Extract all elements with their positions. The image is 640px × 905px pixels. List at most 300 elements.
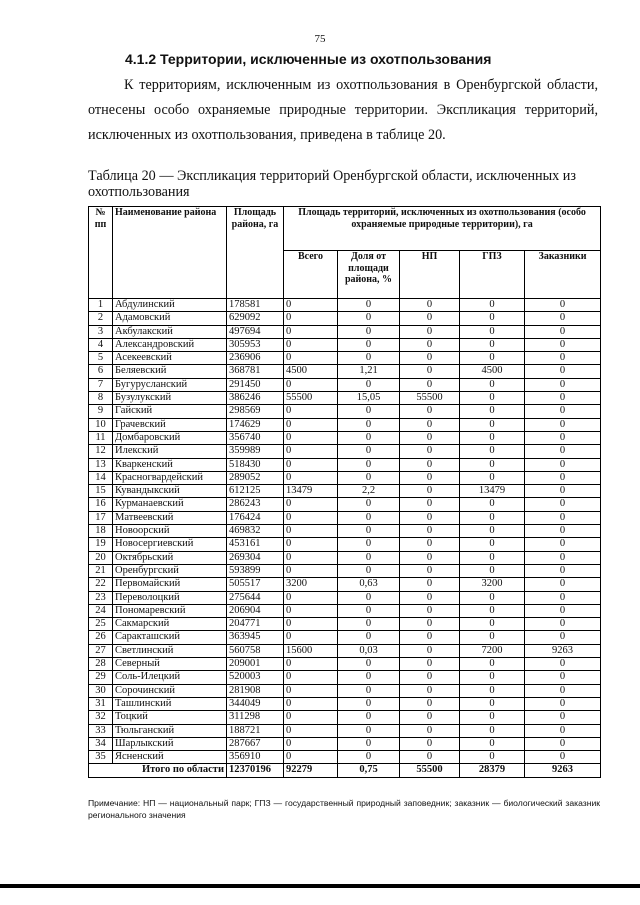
excluded-total: 15600 xyxy=(284,644,338,657)
zakazniki-area: 0 xyxy=(525,338,601,351)
excluded-total: 0 xyxy=(284,525,338,538)
zakazniki-area: 0 xyxy=(525,365,601,378)
zakazniki-area: 0 xyxy=(525,551,601,564)
table-row xyxy=(89,352,601,365)
table-row xyxy=(89,658,601,671)
zakazniki-area: 0 xyxy=(525,538,601,551)
np-area: 0 xyxy=(400,418,460,431)
excluded-total: 0 xyxy=(284,711,338,724)
zakazniki-area: 0 xyxy=(525,378,601,391)
excluded-total: 0 xyxy=(284,737,338,750)
gpz-area: 0 xyxy=(460,378,525,391)
gpz-area: 0 xyxy=(460,405,525,418)
table-row xyxy=(89,392,601,405)
district-name: Кваркенский xyxy=(113,458,227,471)
gpz-area: 0 xyxy=(460,538,525,551)
table-row xyxy=(89,591,601,604)
district-area: 287667 xyxy=(227,737,284,750)
table-row xyxy=(89,431,601,444)
excluded-share: 0 xyxy=(338,511,400,524)
col-header-total: Всего xyxy=(284,251,338,299)
excluded-share: 0 xyxy=(338,538,400,551)
excluded-total: 0 xyxy=(284,591,338,604)
district-name: Тюльганский xyxy=(113,724,227,737)
np-area: 0 xyxy=(400,365,460,378)
excluded-total: 0 xyxy=(284,458,338,471)
excluded-share: 0 xyxy=(338,631,400,644)
district-area: 344049 xyxy=(227,697,284,710)
col-header-area: Площадь района, га xyxy=(227,207,284,299)
excluded-total: 0 xyxy=(284,312,338,325)
excluded-total: 0 xyxy=(284,405,338,418)
excluded-total: 0 xyxy=(284,684,338,697)
excluded-share: 0 xyxy=(338,564,400,577)
district-name: Сорочинский xyxy=(113,684,227,697)
row-num: 4 xyxy=(89,338,113,351)
table-row xyxy=(89,378,601,391)
district-area: 275644 xyxy=(227,591,284,604)
district-name: Северный xyxy=(113,658,227,671)
np-area: 0 xyxy=(400,631,460,644)
col-header-zakazniki: Заказники xyxy=(525,251,601,299)
row-num: 19 xyxy=(89,538,113,551)
excluded-total: 0 xyxy=(284,418,338,431)
zakazniki-area: 0 xyxy=(525,591,601,604)
np-area: 0 xyxy=(400,724,460,737)
excluded-share: 0 xyxy=(338,325,400,338)
totals-zakazniki: 9263 xyxy=(525,764,601,777)
table-row xyxy=(89,551,601,564)
district-area: 356740 xyxy=(227,431,284,444)
district-name: Бугурусланский xyxy=(113,378,227,391)
row-num: 29 xyxy=(89,671,113,684)
gpz-area: 7200 xyxy=(460,644,525,657)
excluded-share: 0 xyxy=(338,405,400,418)
row-num: 31 xyxy=(89,697,113,710)
gpz-area: 0 xyxy=(460,445,525,458)
district-area: 469832 xyxy=(227,525,284,538)
gpz-area: 0 xyxy=(460,299,525,312)
np-area: 0 xyxy=(400,578,460,591)
excluded-total: 0 xyxy=(284,631,338,644)
row-num: 32 xyxy=(89,711,113,724)
zakazniki-area: 0 xyxy=(525,724,601,737)
table-row xyxy=(89,485,601,498)
excluded-total: 0 xyxy=(284,325,338,338)
district-name: Светлинский xyxy=(113,644,227,657)
gpz-area: 0 xyxy=(460,431,525,444)
totals-share: 0,75 xyxy=(338,764,400,777)
gpz-area: 0 xyxy=(460,671,525,684)
row-num: 14 xyxy=(89,471,113,484)
np-area: 55500 xyxy=(400,392,460,405)
district-area: 305953 xyxy=(227,338,284,351)
table-row xyxy=(89,751,601,764)
district-area: 560758 xyxy=(227,644,284,657)
row-num: 3 xyxy=(89,325,113,338)
zakazniki-area: 0 xyxy=(525,312,601,325)
table-caption: Таблица 20 — Экспликация территорий Оренбургской области, исключенных из охотпользования xyxy=(88,168,577,200)
zakazniki-area: 0 xyxy=(525,564,601,577)
table-row xyxy=(89,445,601,458)
table-body xyxy=(89,299,601,778)
district-area: 204771 xyxy=(227,618,284,631)
district-area: 206904 xyxy=(227,604,284,617)
row-num: 16 xyxy=(89,498,113,511)
excluded-total: 0 xyxy=(284,471,338,484)
np-area: 0 xyxy=(400,445,460,458)
table-row xyxy=(89,618,601,631)
gpz-area: 13479 xyxy=(460,485,525,498)
col-header-gpz: ГПЗ xyxy=(460,251,525,299)
zakazniki-area: 0 xyxy=(525,431,601,444)
row-num: 9 xyxy=(89,405,113,418)
excluded-total: 4500 xyxy=(284,365,338,378)
table-row xyxy=(89,299,601,312)
row-num: 15 xyxy=(89,485,113,498)
table-row xyxy=(89,684,601,697)
excluded-total: 0 xyxy=(284,697,338,710)
zakazniki-area: 0 xyxy=(525,498,601,511)
zakazniki-area: 0 xyxy=(525,471,601,484)
district-area: 209001 xyxy=(227,658,284,671)
table-row xyxy=(89,405,601,418)
row-num: 30 xyxy=(89,684,113,697)
table-row xyxy=(89,724,601,737)
district-area: 311298 xyxy=(227,711,284,724)
np-area: 0 xyxy=(400,471,460,484)
district-name: Асекеевский xyxy=(113,352,227,365)
district-area: 281908 xyxy=(227,684,284,697)
np-area: 0 xyxy=(400,551,460,564)
row-num: 26 xyxy=(89,631,113,644)
district-name: Тоцкий xyxy=(113,711,227,724)
excluded-share: 0 xyxy=(338,737,400,750)
district-name: Беляевский xyxy=(113,365,227,378)
gpz-area: 0 xyxy=(460,458,525,471)
district-area: 178581 xyxy=(227,299,284,312)
np-area: 0 xyxy=(400,338,460,351)
zakazniki-area: 0 xyxy=(525,525,601,538)
table-row xyxy=(89,458,601,471)
excluded-total: 0 xyxy=(284,299,338,312)
np-area: 0 xyxy=(400,618,460,631)
excluded-total: 3200 xyxy=(284,578,338,591)
zakazniki-area: 0 xyxy=(525,697,601,710)
excluded-share: 0 xyxy=(338,697,400,710)
excluded-total: 0 xyxy=(284,431,338,444)
zakazniki-area: 0 xyxy=(525,325,601,338)
excluded-share: 0 xyxy=(338,338,400,351)
district-area: 363945 xyxy=(227,631,284,644)
np-area: 0 xyxy=(400,498,460,511)
table-row xyxy=(89,338,601,351)
zakazniki-area: 0 xyxy=(525,711,601,724)
zakazniki-area: 0 xyxy=(525,299,601,312)
excluded-total: 0 xyxy=(284,604,338,617)
table-row xyxy=(89,312,601,325)
np-area: 0 xyxy=(400,604,460,617)
table-row xyxy=(89,671,601,684)
excluded-share: 0 xyxy=(338,551,400,564)
col-header-name: Наименование района xyxy=(113,207,227,299)
district-name: Новосергиевский xyxy=(113,538,227,551)
excluded-total: 0 xyxy=(284,511,338,524)
np-area: 0 xyxy=(400,525,460,538)
excluded-share: 0 xyxy=(338,618,400,631)
table-row xyxy=(89,697,601,710)
excluded-share: 0,63 xyxy=(338,578,400,591)
table-row xyxy=(89,325,601,338)
np-area: 0 xyxy=(400,684,460,697)
district-area: 518430 xyxy=(227,458,284,471)
bottom-rule xyxy=(0,884,640,888)
excluded-share: 0 xyxy=(338,471,400,484)
row-num: 22 xyxy=(89,578,113,591)
gpz-area: 0 xyxy=(460,631,525,644)
totals-area: 12370196 xyxy=(227,764,284,777)
district-name: Акбулакский xyxy=(113,325,227,338)
district-area: 298569 xyxy=(227,405,284,418)
gpz-area: 0 xyxy=(460,352,525,365)
np-area: 0 xyxy=(400,751,460,764)
row-num: 1 xyxy=(89,299,113,312)
gpz-area: 0 xyxy=(460,751,525,764)
excluded-total: 0 xyxy=(284,551,338,564)
district-area: 453161 xyxy=(227,538,284,551)
table-row xyxy=(89,365,601,378)
gpz-area: 0 xyxy=(460,724,525,737)
np-area: 0 xyxy=(400,658,460,671)
district-name: Пономаревский xyxy=(113,604,227,617)
row-num: 8 xyxy=(89,392,113,405)
district-name: Ташлинский xyxy=(113,697,227,710)
district-name: Красногвардейский xyxy=(113,471,227,484)
excluded-total: 0 xyxy=(284,352,338,365)
gpz-area: 0 xyxy=(460,618,525,631)
row-num: 13 xyxy=(89,458,113,471)
district-area: 289052 xyxy=(227,471,284,484)
totals-np: 55500 xyxy=(400,764,460,777)
district-area: 188721 xyxy=(227,724,284,737)
district-name: Грачевский xyxy=(113,418,227,431)
district-area: 386246 xyxy=(227,392,284,405)
excluded-total: 0 xyxy=(284,338,338,351)
district-area: 291450 xyxy=(227,378,284,391)
totals-gpz: 28379 xyxy=(460,764,525,777)
np-area: 0 xyxy=(400,511,460,524)
table-row xyxy=(89,578,601,591)
excluded-share: 15,05 xyxy=(338,392,400,405)
district-name: Бузулукский xyxy=(113,392,227,405)
row-num: 17 xyxy=(89,511,113,524)
district-name: Илекский xyxy=(113,445,227,458)
excluded-total: 0 xyxy=(284,445,338,458)
np-area: 0 xyxy=(400,378,460,391)
np-area: 0 xyxy=(400,564,460,577)
gpz-area: 0 xyxy=(460,564,525,577)
row-num: 12 xyxy=(89,445,113,458)
gpz-area: 0 xyxy=(460,498,525,511)
district-name: Первомайский xyxy=(113,578,227,591)
table-row xyxy=(89,418,601,431)
gpz-area: 3200 xyxy=(460,578,525,591)
excluded-total: 55500 xyxy=(284,392,338,405)
gpz-area: 0 xyxy=(460,551,525,564)
excluded-total: 0 xyxy=(284,618,338,631)
gpz-area: 0 xyxy=(460,525,525,538)
gpz-area: 0 xyxy=(460,591,525,604)
district-area: 520003 xyxy=(227,671,284,684)
district-area: 629092 xyxy=(227,312,284,325)
excluded-total: 0 xyxy=(284,564,338,577)
excluded-share: 2,2 xyxy=(338,485,400,498)
np-area: 0 xyxy=(400,458,460,471)
row-num: 11 xyxy=(89,431,113,444)
excluded-share: 0 xyxy=(338,724,400,737)
table-row xyxy=(89,525,601,538)
zakazniki-area: 0 xyxy=(525,737,601,750)
district-area: 174629 xyxy=(227,418,284,431)
excluded-share: 0 xyxy=(338,312,400,325)
zakazniki-area: 0 xyxy=(525,671,601,684)
district-name: Оренбургский xyxy=(113,564,227,577)
row-num: 28 xyxy=(89,658,113,671)
excluded-share: 0 xyxy=(338,445,400,458)
district-area: 497694 xyxy=(227,325,284,338)
zakazniki-area: 0 xyxy=(525,418,601,431)
zakazniki-area: 0 xyxy=(525,578,601,591)
np-area: 0 xyxy=(400,697,460,710)
np-area: 0 xyxy=(400,711,460,724)
district-name: Октябрьский xyxy=(113,551,227,564)
zakazniki-area: 0 xyxy=(525,751,601,764)
zakazniki-area: 0 xyxy=(525,485,601,498)
np-area: 0 xyxy=(400,737,460,750)
row-num: 34 xyxy=(89,737,113,750)
district-name: Адамовский xyxy=(113,312,227,325)
excluded-total: 0 xyxy=(284,724,338,737)
excluded-share: 1,21 xyxy=(338,365,400,378)
district-area: 269304 xyxy=(227,551,284,564)
district-name: Курманаевский xyxy=(113,498,227,511)
zakazniki-area: 0 xyxy=(525,631,601,644)
gpz-area: 0 xyxy=(460,471,525,484)
row-num: 35 xyxy=(89,751,113,764)
excluded-share: 0 xyxy=(338,751,400,764)
district-area: 368781 xyxy=(227,365,284,378)
excluded-share: 0 xyxy=(338,418,400,431)
totals-excluded: 92279 xyxy=(284,764,338,777)
row-num: 21 xyxy=(89,564,113,577)
excluded-share: 0 xyxy=(338,299,400,312)
expl-table xyxy=(88,206,601,778)
excluded-total: 0 xyxy=(284,538,338,551)
table-note: Примечание: НП — национальный парк; ГПЗ — государственный природный заповедник; заказник — биологический заказник регионального значения xyxy=(88,798,600,820)
np-area: 0 xyxy=(400,405,460,418)
gpz-area: 0 xyxy=(460,658,525,671)
np-area: 0 xyxy=(400,312,460,325)
excluded-share: 0 xyxy=(338,604,400,617)
gpz-area: 0 xyxy=(460,312,525,325)
row-num: 33 xyxy=(89,724,113,737)
row-num: 2 xyxy=(89,312,113,325)
table-row xyxy=(89,498,601,511)
table-row xyxy=(89,604,601,617)
row-num: 25 xyxy=(89,618,113,631)
np-area: 0 xyxy=(400,591,460,604)
zakazniki-area: 0 xyxy=(525,445,601,458)
district-name: Соль-Илецкий xyxy=(113,671,227,684)
col-header-share: Доля от площади района, % xyxy=(338,251,400,299)
np-area: 0 xyxy=(400,644,460,657)
page-number: 75 xyxy=(314,33,326,45)
zakazniki-area: 0 xyxy=(525,352,601,365)
row-num: 20 xyxy=(89,551,113,564)
table-row xyxy=(89,538,601,551)
district-name: Ясненский xyxy=(113,751,227,764)
zakazniki-area: 0 xyxy=(525,618,601,631)
gpz-area: 0 xyxy=(460,511,525,524)
row-num: 27 xyxy=(89,644,113,657)
excluded-total: 0 xyxy=(284,378,338,391)
excluded-total: 13479 xyxy=(284,485,338,498)
zakazniki-area: 9263 xyxy=(525,644,601,657)
gpz-area: 0 xyxy=(460,737,525,750)
table-row xyxy=(89,471,601,484)
gpz-area: 0 xyxy=(460,392,525,405)
district-name: Переволоцкий xyxy=(113,591,227,604)
zakazniki-area: 0 xyxy=(525,658,601,671)
district-name: Домбаровский xyxy=(113,431,227,444)
gpz-area: 0 xyxy=(460,325,525,338)
row-num: 24 xyxy=(89,604,113,617)
gpz-area: 0 xyxy=(460,697,525,710)
excluded-total: 0 xyxy=(284,751,338,764)
gpz-area: 0 xyxy=(460,338,525,351)
excluded-total: 0 xyxy=(284,498,338,511)
excluded-share: 0 xyxy=(338,498,400,511)
np-area: 0 xyxy=(400,538,460,551)
district-name: Новоорский xyxy=(113,525,227,538)
district-name: Гайский xyxy=(113,405,227,418)
section-heading: 4.1.2 Территории, исключенные из охотпользования xyxy=(125,51,492,67)
col-header-np: НП xyxy=(400,251,460,299)
excluded-total: 0 xyxy=(284,658,338,671)
table-row xyxy=(89,631,601,644)
row-num: 6 xyxy=(89,365,113,378)
row-num: 7 xyxy=(89,378,113,391)
gpz-area: 0 xyxy=(460,418,525,431)
gpz-area: 4500 xyxy=(460,365,525,378)
excluded-share: 0 xyxy=(338,378,400,391)
district-name: Сакмарский xyxy=(113,618,227,631)
zakazniki-area: 0 xyxy=(525,684,601,697)
district-area: 359989 xyxy=(227,445,284,458)
district-area: 612125 xyxy=(227,485,284,498)
district-name: Кувандыкский xyxy=(113,485,227,498)
district-name: Александровский xyxy=(113,338,227,351)
table-row xyxy=(89,644,601,657)
totals-label: Итого по области xyxy=(89,764,227,777)
table-row xyxy=(89,711,601,724)
np-area: 0 xyxy=(400,431,460,444)
row-num: 5 xyxy=(89,352,113,365)
np-area: 0 xyxy=(400,299,460,312)
zakazniki-area: 0 xyxy=(525,392,601,405)
district-area: 505517 xyxy=(227,578,284,591)
district-area: 176424 xyxy=(227,511,284,524)
